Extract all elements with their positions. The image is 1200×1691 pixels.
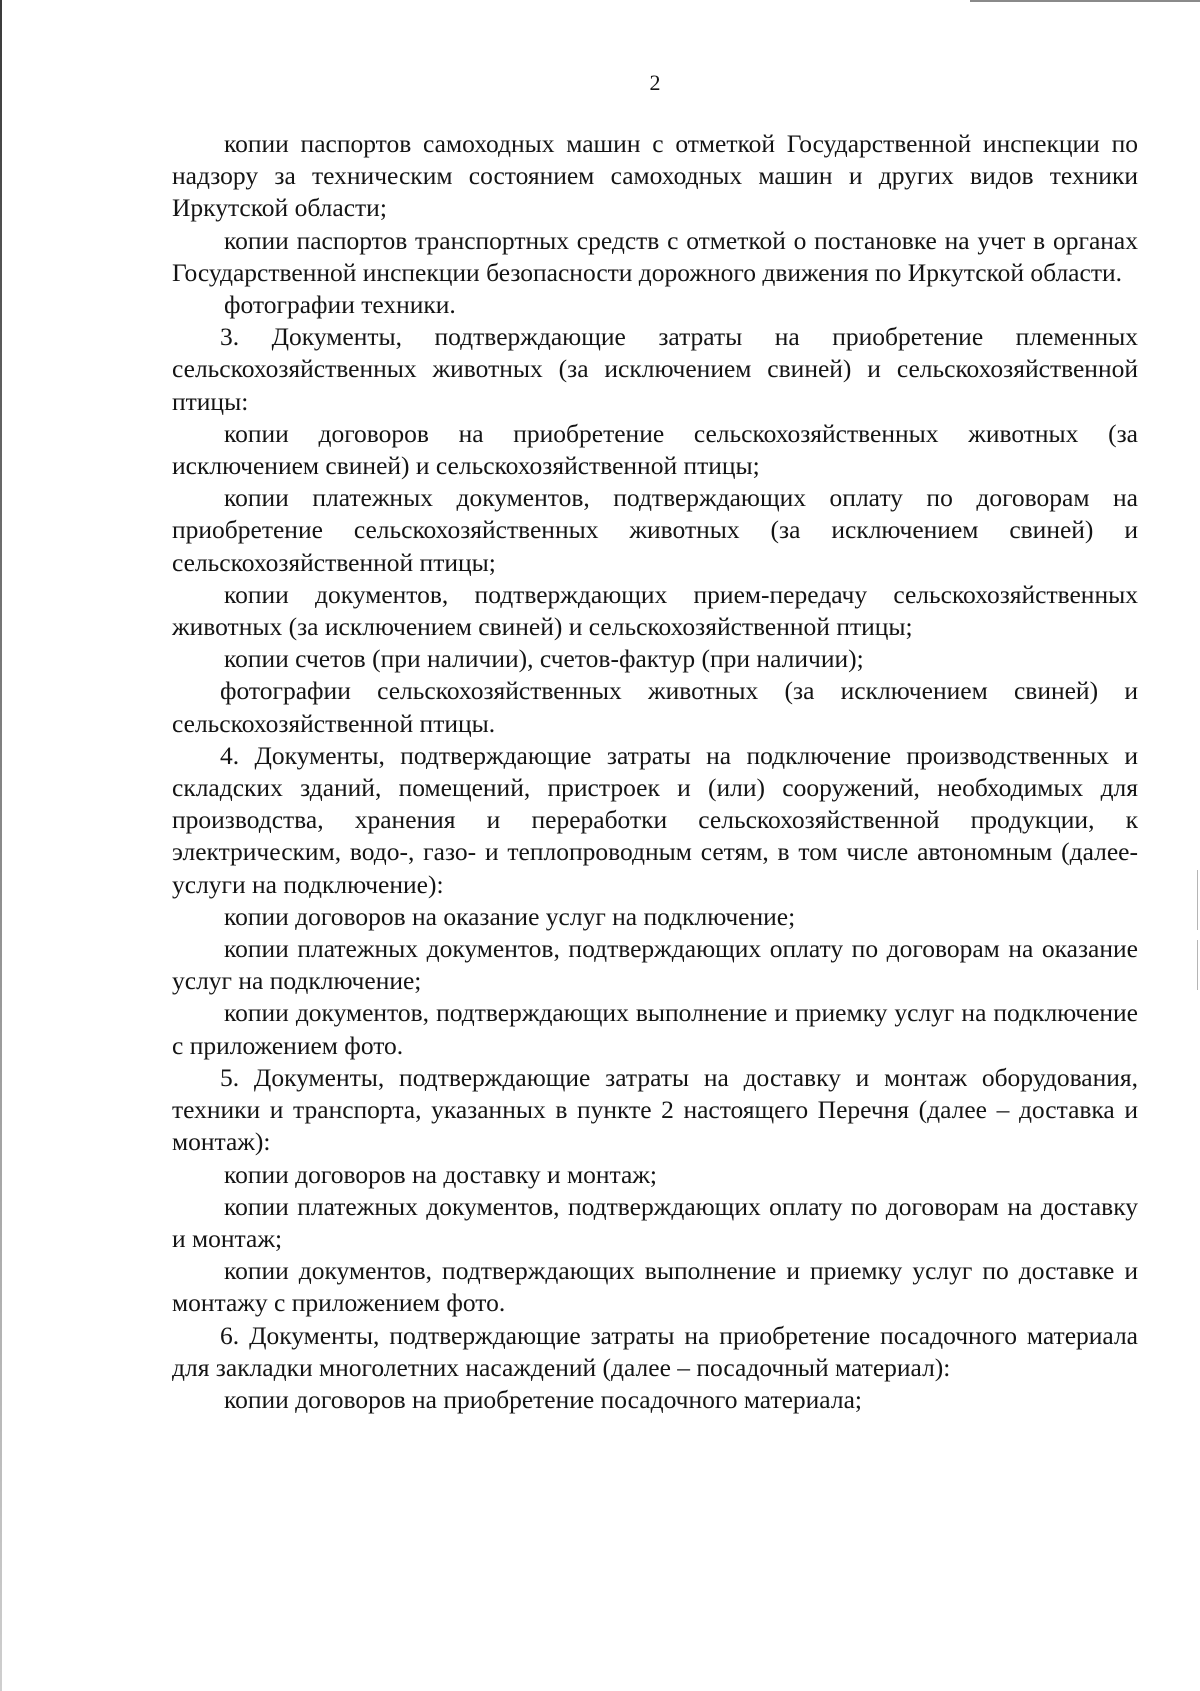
paragraph: фотографии техники. (224, 290, 456, 320)
paragraph: копии документов, подтверждающих выполнение и приемку услуг по доставке и монтажу с приложением фото. (172, 1256, 1138, 1318)
page-number: 2 (649, 70, 661, 95)
numbered-paragraph: 5. Документы, подтверждающие затраты на доставку и монтаж оборудования, техники и транспорта, указанных в пункте 2 настоящего Перечня (далее – доставка и монтаж): (172, 1062, 1138, 1157)
paragraph: копии платежных документов, подтверждающих оплату по договорам на приобретение сельскохозяйственных животных (за исключением свиней) и сельскохозяйственной птицы; (172, 483, 1138, 577)
paragraph: копии документов, подтверждающих выполнение и приемку услуг на подключение с приложением фото. (172, 998, 1138, 1060)
numbered-paragraph: 3. Документы, подтверждающие затраты на приобретение племенных сельскохозяйственных животных (за исключением свиней) и сельскохозяйственной птицы: (172, 322, 1138, 416)
paragraph: копии платежных документов, подтверждающих оплату по договорам на доставку и монтаж; (172, 1191, 1138, 1253)
numbered-paragraph: 4. Документы, подтверждающие затраты на подключение производственных и складских зданий, помещений, пристроек и (или) сооружений, необходимых для производства, хранения и переработки сельскохозяйственной продукции, к электрическим, водо-, газо- и теплопроводным сетям, в том числе автономным (далее- услуги на подключение): (172, 740, 1138, 899)
paragraph: копии договоров на приобретение посадочного материала; (224, 1384, 862, 1414)
scan-mark (1197, 940, 1198, 990)
numbered-paragraph: 6. Документы, подтверждающие затраты на приобретение посадочного материала для закладки многолетних насаждений (далее – посадочный материал): (172, 1320, 1138, 1382)
scan-border-top (970, 0, 1200, 2)
document-page (172, 70, 1138, 1416)
paragraph: копии счетов (при наличии), счетов-фактур (при наличии); (224, 644, 864, 674)
paragraph: копии платежных документов, подтверждающих оплату по договорам на оказание услуг на подключение; (172, 934, 1138, 996)
scan-mark (1197, 870, 1198, 930)
paragraph: копии договоров на оказание услуг на подключение; (224, 901, 796, 931)
scan-border-left (0, 0, 2, 1691)
paragraph: копии договоров на приобретение сельскохозяйственных животных (за исключением свиней) и сельскохозяйственной птицы; (172, 418, 1138, 481)
paragraph: копии паспортов транспортных средств с отметкой о постановке на учет в органах Государственной инспекции безопасности дорожного движения по Иркутской области. (172, 225, 1138, 287)
paragraph: копии документов, подтверждающих прием-передачу сельскохозяйственных животных (за исключением свиней) и сельскохозяйственной птицы; (172, 579, 1138, 642)
paragraph: копии паспортов самоходных машин с отметкой Государственной инспекции по надзору за техническим состоянием самоходных машин и других видов техники Иркутской области; (172, 129, 1138, 223)
paragraph: копии договоров на доставку и монтаж; (224, 1159, 658, 1189)
paragraph: фотографии сельскохозяйственных животных (за исключением свиней) и сельскохозяйственной птицы. (172, 676, 1138, 738)
